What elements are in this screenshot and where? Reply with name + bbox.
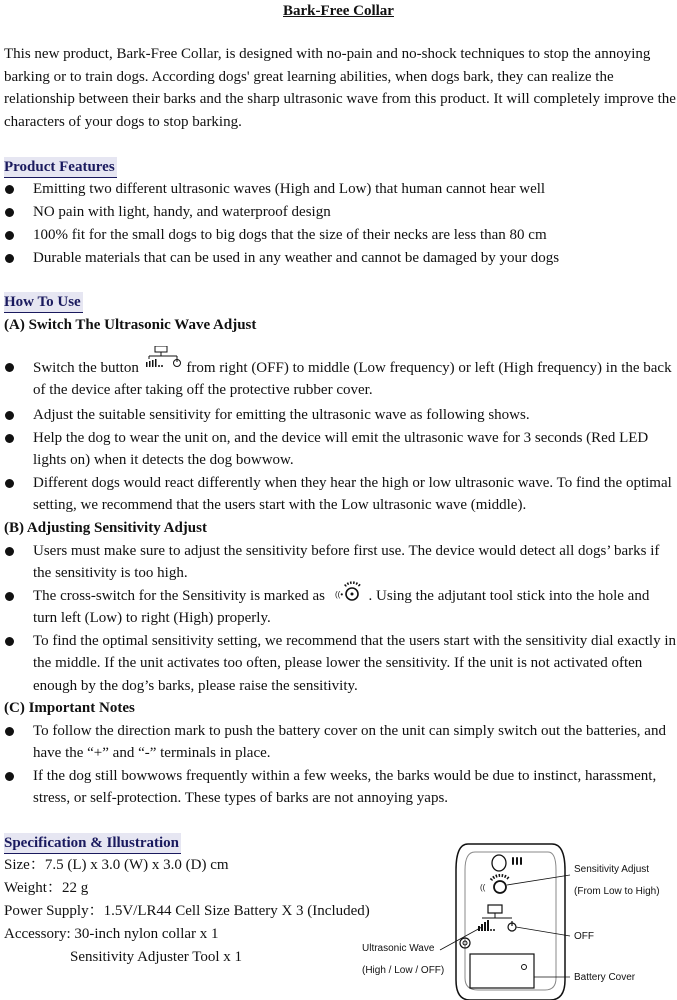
bullet-text: If the dog still bowwows frequently within a few weeks, the barks would be due to instinct, harassment, (33, 768, 657, 784)
bullet-icon (5, 208, 14, 217)
svg-text:((: (( (480, 883, 486, 892)
section-heading-howto: How To Use (4, 292, 83, 313)
bullet-continuation: the sensitivity is too high. (33, 565, 188, 581)
bullet-text: To follow the direction mark to push the battery cover on the unit can simply switch out the batteries, and (33, 723, 666, 739)
bullet-text: Adjust the suitable sensitivity for emitting the ultrasonic wave as following shows. (33, 407, 530, 423)
section-heading-features: Product Features (4, 157, 117, 178)
bullet-text: Different dogs would react differently when they hear the high or low ultrasonic wave. To find the optimal (33, 475, 672, 491)
bullet-icon (5, 637, 14, 646)
switch-icon (143, 356, 183, 374)
mode-switch (488, 905, 502, 913)
ultrasonic-wave-label: Ultrasonic Wave (362, 943, 435, 954)
device-body-outline (456, 844, 565, 1000)
sensitivity-adjust-label: Sensitivity Adjust (574, 864, 650, 875)
spec-accessory-tool: Sensitivity Adjuster Tool x 1 (70, 949, 243, 965)
bullet-icon (5, 479, 14, 488)
bullet-continuation: have the “+” and “-” terminals in place. (33, 745, 271, 761)
intro-line: barking or to train dogs. According dogs' great learning abilities, when dogs bark, they can realize the (4, 68, 614, 85)
ultrasonic-modes-label: (High / Low / OFF) (362, 965, 445, 976)
bullet-icon (5, 772, 14, 781)
subsection-title-c: (C) Important Notes (4, 700, 135, 716)
sensitivity-range-label: (From Low to High) (574, 886, 660, 897)
bullet-continuation: of the device after taking off the protective rubber cover. (33, 382, 373, 398)
bullet-text: . Using the adjutant tool stick into the hole and (368, 588, 650, 604)
feature-text: Emitting two different ultrasonic waves (High and Low) that human cannot hear well (33, 181, 546, 197)
sensitivity-dial-icon (329, 585, 365, 603)
subsection-title-b: (B) Adjusting Sensitivity Adjust (4, 520, 207, 536)
bullet-text: Users must make sure to adjust the sensitivity before first use. The device would detect all dogs’ barks if (33, 543, 660, 559)
bullet-text: To find the optimal sensitivity setting, we recommend that the users start with the sensitivity dial exactly in (33, 633, 676, 649)
sensitivity-dial (494, 881, 506, 893)
bullet-continuation: turn left (Low) to right (High) properly. (33, 610, 271, 626)
spec-power: Power Supply：1.5V/LR44 Cell Size Battery X 3 (Included) (4, 903, 370, 919)
bullet-continuation: stress, or self-protection. These types of barks are not annoying yaps. (33, 790, 449, 806)
bullet-icon (5, 592, 14, 601)
bullet-icon (5, 727, 14, 736)
bullet-text: Help the dog to wear the unit on, and the device will emit the ultrasonic wave for 3 seconds (Red LED (33, 430, 649, 446)
bullet-text: from right (OFF) to middle (Low frequency) or left (High frequency) in the back (186, 360, 672, 376)
off-label: OFF (574, 931, 594, 942)
battery-cover (470, 954, 534, 988)
bullet-continuation: the middle. If the unit activates too often, please lower the sensitivity. If the unit is not activated often (33, 655, 643, 671)
battery-cover-label: Battery Cover (574, 972, 636, 983)
bullet-continuation: setting, we recommend that the users start with the Low ultrasonic wave (middle). (33, 497, 527, 513)
document-title: Bark-Free Collar (283, 3, 394, 19)
bullet-icon (5, 254, 14, 263)
bullet-text: The cross-switch for the Sensitivity is marked as (33, 588, 326, 604)
bullet-continuation: lights on) when it detects the dog bowwow. (33, 452, 294, 468)
feature-text: NO pain with light, handy, and waterproof design (33, 204, 331, 220)
bullet-icon (5, 363, 14, 372)
intro-paragraph (4, 43, 676, 133)
feature-text: 100% fit for the small dogs to big dogs that the size of their necks are less than 80 cm (33, 227, 547, 243)
bullet-icon (5, 411, 14, 420)
bullet-continuation: enough by the dog’s barks, please raise the sensitivity. (33, 678, 358, 694)
section-heading-spec: Specification & Illustration (4, 833, 181, 854)
bullet-icon (5, 231, 14, 240)
intro-line: relationship between their barks and the sharp ultrasonic wave from this product. It will completely improve the (4, 91, 676, 107)
spec-size: Size：7.5 (L) x 3.0 (W) x 3.0 (D) cm (4, 857, 229, 873)
bullet-text: Switch the button (33, 360, 139, 376)
bullet-icon (5, 185, 14, 194)
bullet-icon (5, 547, 14, 556)
spec-accessory: Accessory: 30-inch nylon collar x 1 (4, 926, 219, 942)
spec-weight: Weight：22 g (4, 880, 89, 896)
svg-text:((•: ((• (334, 590, 343, 599)
feature-text: Durable materials that can be used in any weather and cannot be damaged by your dogs (33, 250, 560, 266)
led-window (492, 855, 506, 871)
intro-line: characters of your dogs to stop barking. (4, 113, 242, 130)
intro-line: This new product, Bark-Free Collar, is designed with no-pain and no-shock techniques to stop the annoying (4, 46, 651, 62)
bullet-icon (5, 434, 14, 443)
subsection-title-a: (A) Switch The Ultrasonic Wave Adjust (4, 317, 257, 333)
